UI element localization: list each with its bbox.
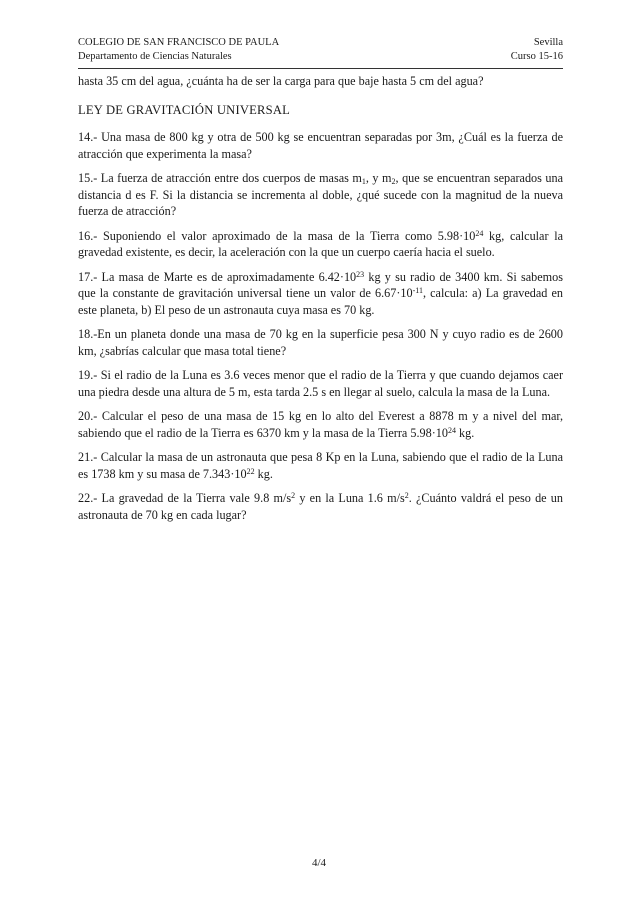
problem-15: 15.- La fuerza de atracción entre dos cuerpos de masas $m_1$, y $m_2$, que se encuentran separados una distancia d es F. Si la distancia se incrementa al doble, ¿qué sucede con la magnitud de la nueva fuerza de atracción? bbox=[78, 171, 563, 218]
problem-18: 18.-En un planeta donde una masa de 70 kg en la superficie pesa 300 N y cuyo radio es de 2600 km, ¿sabrías calcular que masa total tiene? bbox=[78, 327, 563, 358]
problem-21: 21.- Calcular la masa de un astronauta que pesa 8 Kp en la Luna, sabiendo que el radio de la Luna es 1738 km y su masa de $7.343\cdot 10^{22}$ kg. bbox=[78, 450, 563, 481]
intro-paragraph: hasta 35 cm del agua, ¿cuánta ha de ser la carga para que baje hasta 5 cm del agua? bbox=[78, 74, 484, 88]
problem-22: 22.- La gravedad de la Tierra vale 9.8 $m/s^2$ y en la Luna 1.6 $m/s^2$. ¿Cuánto valdrá el peso de un astronauta de 70 kg en cada lugar? bbox=[78, 491, 563, 522]
department-name: Departamento de Ciencias Naturales bbox=[78, 51, 232, 62]
problem-14: 14.- Una masa de 800 kg y otra de 500 kg se encuentran separadas por 3m, ¿Cuál es la fuerza de atracción que experimenta la masa? bbox=[78, 130, 563, 161]
problem-20: 20.- Calcular el peso de una masa de 15 kg en lo alto del Everest a 8878 m y a nivel del mar, sabiendo que el radio de la Tierra es 6370 km y la masa de la Tierra $5.98\cdot 10^{24}$ kg. bbox=[78, 409, 563, 440]
school-name: COLEGIO DE SAN FRANCISCO DE PAULA bbox=[78, 37, 280, 48]
problem-19: 19.- Si el radio de la Luna es 3.6 veces menor que el radio de la Tierra y que cuando dejamos caer una piedra desde una altura de 5 m, esta tarda 2.5 s en llegar al suelo, calcula la masa de la Luna. bbox=[78, 368, 563, 399]
problem-16: 16.- Suponiendo el valor aproximado de la masa de la Tierra como $5.98\cdot 10^{24}$ kg, calcular la gravedad existente, es decir, la aceleración con la que un cuerpo caería hacia el suelo. bbox=[78, 228, 564, 259]
section-title: LEY DE GRAVITACIÓN UNIVERSAL bbox=[78, 102, 291, 117]
header-divider bbox=[78, 68, 563, 69]
document-body bbox=[78, 73, 563, 531]
course-label: Curso 15-16 bbox=[510, 51, 563, 62]
city-name: Sevilla bbox=[533, 37, 563, 48]
problem-17: 17.- La masa de Marte es de aproximadamente $6.42\cdot 10^{23}$ kg y su radio de 3400 km. Si sabemos que la constante de gravitación universal tiene un valor de $6.67\cdot 10^{-11}$, calcula: a) La gravedad en este planeta, b) El peso de un astronauta cuya masa es 70 kg. bbox=[78, 269, 564, 317]
page-header bbox=[78, 36, 563, 64]
page-number: 4/4 bbox=[311, 857, 327, 869]
